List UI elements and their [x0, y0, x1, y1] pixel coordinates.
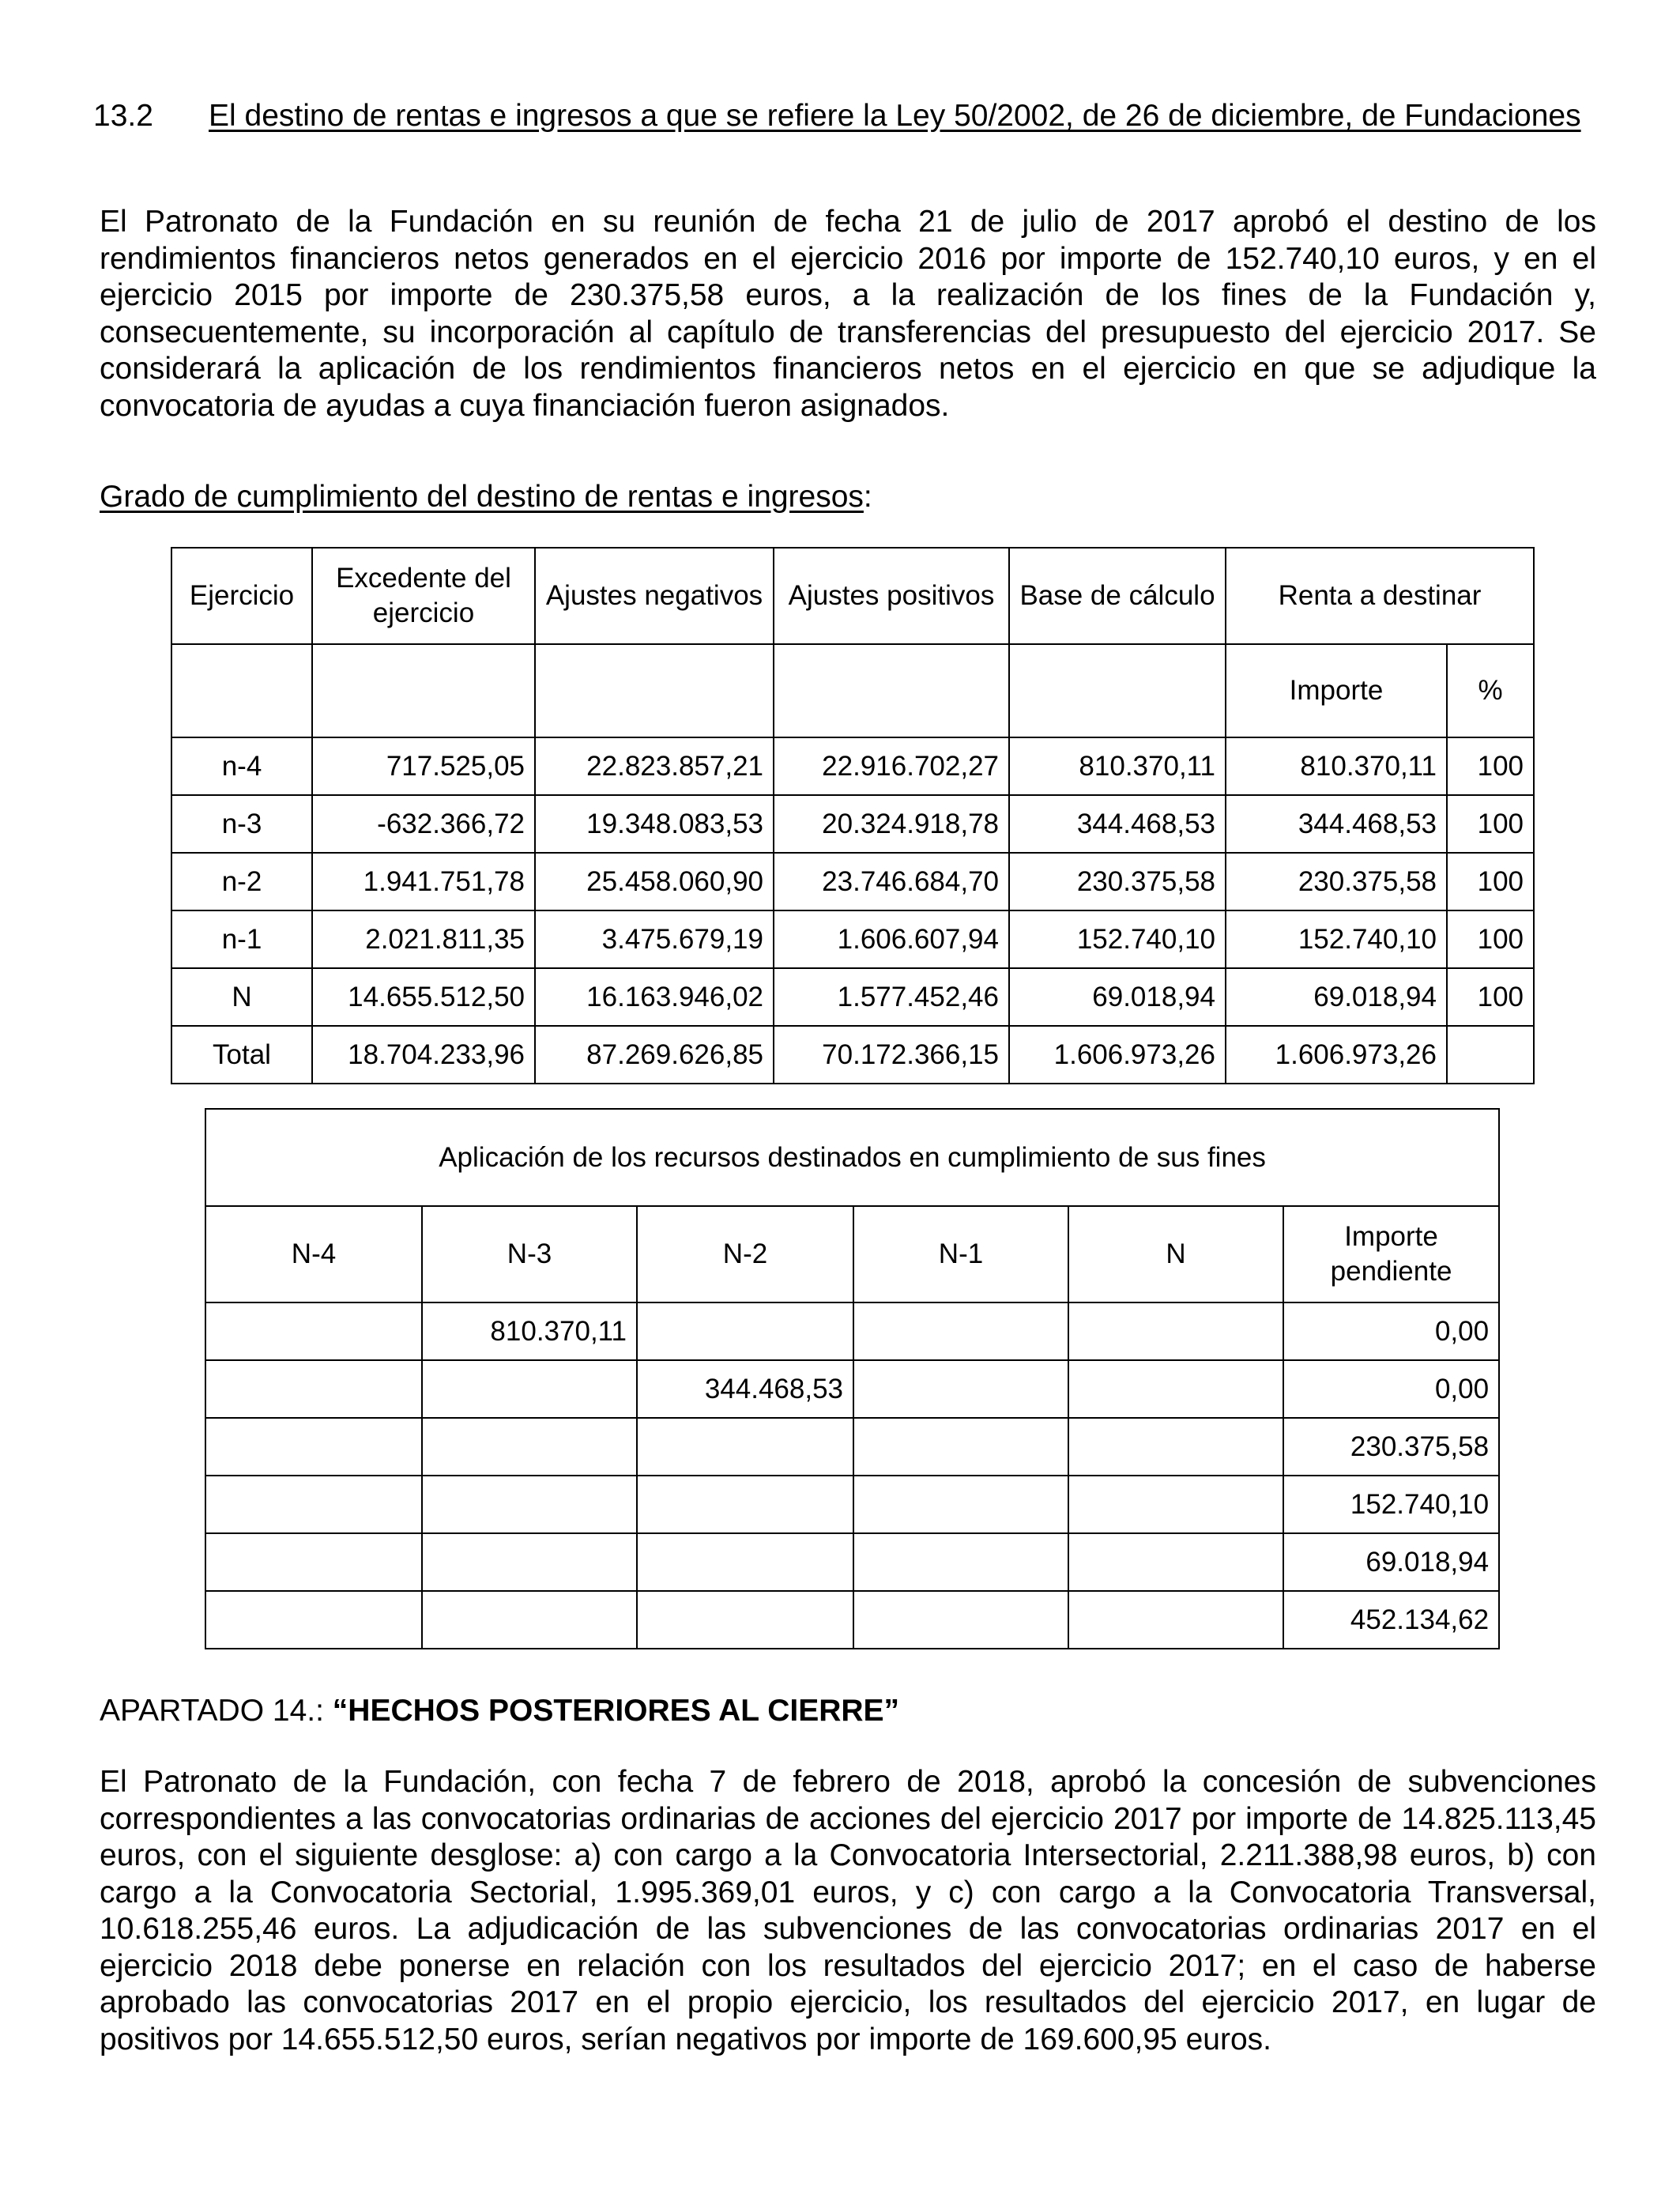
table-cell: 100 — [1447, 968, 1534, 1026]
table-cell: 0,00 — [1283, 1360, 1499, 1418]
table-cell: 152.740,10 — [1009, 910, 1226, 968]
table-cell — [637, 1591, 853, 1649]
table-cell — [422, 1591, 637, 1649]
table-cell: 810.370,11 — [1226, 737, 1447, 795]
apartado-label: APARTADO 14.: — [100, 1694, 333, 1728]
table-cell — [422, 1418, 637, 1476]
paragraph-patronato-2017: El Patronato de la Fundación en su reunión de fecha 21 de julio de 2017 aprobó el destino de los rendimientos financieros netos generados en el ejercicio 2016 por importe de 152.740,10 euros, y en el ejercicio 2015 por importe de 230.375,58 euros, a la realización de los fines de la Fundación y, consecuentemente, su incorporación al capítulo de transferencias del presupuesto del ejercicio 2017. Se considerará la aplicación de los rendimientos financieros netos en el ejercicio en que se adjudique la convocatoria de ayudas a cuya financiación fueron asignados. — [100, 205, 1596, 423]
table-cell — [1068, 1591, 1283, 1649]
table-cell: n-4 — [171, 737, 312, 795]
table-cell: 1.941.751,78 — [312, 853, 535, 910]
table-row — [205, 1418, 1499, 1476]
grado-colon: : — [863, 480, 872, 514]
table-cell: 100 — [1447, 910, 1534, 968]
header-base-calculo: Base de cálculo — [1009, 548, 1226, 644]
grado-label: Grado de cumplimiento del destino de rentas e ingresos — [100, 480, 864, 514]
header-n: N — [1068, 1206, 1283, 1302]
table-cell: 2.021.811,35 — [312, 910, 535, 968]
table-cell — [1068, 1418, 1283, 1476]
table-cell — [1068, 1360, 1283, 1418]
table-cell: 344.468,53 — [1226, 795, 1447, 853]
table-cell — [637, 1533, 853, 1591]
apartado-14-heading — [100, 1693, 899, 1729]
header-n-1: N-1 — [853, 1206, 1068, 1302]
table-cell: 152.740,10 — [1226, 910, 1447, 968]
subheader-empty — [535, 644, 774, 737]
subheader-empty — [1009, 644, 1226, 737]
table-cell: 69.018,94 — [1283, 1533, 1499, 1591]
table-row — [205, 1591, 1499, 1649]
table-cell: 230.375,58 — [1283, 1418, 1499, 1476]
table-cell: 344.468,53 — [1009, 795, 1226, 853]
table-cell: 230.375,58 — [1226, 853, 1447, 910]
table-cell: 87.269.626,85 — [535, 1026, 774, 1084]
grado-heading — [100, 479, 872, 515]
header-ajustes-negativos: Ajustes negativos — [535, 548, 774, 644]
table-cell — [853, 1360, 1068, 1418]
table-cell: 22.823.857,21 — [535, 737, 774, 795]
subheader-empty — [312, 644, 535, 737]
table-cell: 810.370,11 — [422, 1302, 637, 1360]
table-cell: -632.366,72 — [312, 795, 535, 853]
table-cell: 25.458.060,90 — [535, 853, 774, 910]
table-cell: 20.324.918,78 — [774, 795, 1009, 853]
subheader-importe: Importe — [1226, 644, 1447, 737]
table-cell — [637, 1418, 853, 1476]
header-importe-pendiente: Importe pendiente — [1283, 1206, 1499, 1302]
table-cell — [853, 1476, 1068, 1533]
table-cell: 152.740,10 — [1283, 1476, 1499, 1533]
table-cell: 70.172.366,15 — [774, 1026, 1009, 1084]
table-cell: 69.018,94 — [1009, 968, 1226, 1026]
table-row — [171, 853, 1534, 910]
subheader-empty — [171, 644, 312, 737]
table-cell — [205, 1591, 422, 1649]
table-cell: n-1 — [171, 910, 312, 968]
table-cell: 1.606.973,26 — [1009, 1026, 1226, 1084]
table-cell — [205, 1533, 422, 1591]
table-row — [205, 1302, 1499, 1360]
table-cell — [1068, 1533, 1283, 1591]
table-cell — [637, 1302, 853, 1360]
table-row — [171, 1026, 1534, 1084]
table-cell: 100 — [1447, 853, 1534, 910]
table-cell — [853, 1533, 1068, 1591]
aplicacion-caption-row — [205, 1109, 1499, 1206]
table-cell: 717.525,05 — [312, 737, 535, 795]
table-row — [171, 737, 1534, 795]
table-cell — [205, 1418, 422, 1476]
table-cell: 3.475.679,19 — [535, 910, 774, 968]
header-ajustes-positivos: Ajustes positivos — [774, 548, 1009, 644]
table-cell: 16.163.946,02 — [535, 968, 774, 1026]
table-cell: 230.375,58 — [1009, 853, 1226, 910]
table-cell: 23.746.684,70 — [774, 853, 1009, 910]
table-cell: 100 — [1447, 795, 1534, 853]
table-cell — [205, 1476, 422, 1533]
table-row — [171, 968, 1534, 1026]
header-excedente: Excedente del ejercicio — [312, 548, 535, 644]
header-renta-destinar: Renta a destinar — [1226, 548, 1534, 644]
table-cell — [422, 1533, 637, 1591]
table-cell — [853, 1591, 1068, 1649]
table-cell: 810.370,11 — [1009, 737, 1226, 795]
table-cell: 69.018,94 — [1226, 968, 1447, 1026]
table-cell — [637, 1476, 853, 1533]
rentas-subheader-row — [171, 644, 1534, 737]
table-cell — [1068, 1302, 1283, 1360]
table-row — [171, 910, 1534, 968]
table-cell: n-3 — [171, 795, 312, 853]
header-ejercicio: Ejercicio — [171, 548, 312, 644]
table-row — [171, 795, 1534, 853]
apartado-title: “HECHOS POSTERIORES AL CIERRE” — [332, 1694, 900, 1728]
table-cell: 1.606.607,94 — [774, 910, 1009, 968]
table-cell — [853, 1418, 1068, 1476]
table-cell — [1068, 1476, 1283, 1533]
aplicacion-caption: Aplicación de los recursos destinados en cumplimiento de sus fines — [205, 1109, 1499, 1206]
table-cell: 344.468,53 — [637, 1360, 853, 1418]
subheader-empty — [774, 644, 1009, 737]
table-cell: 452.134,62 — [1283, 1591, 1499, 1649]
rentas-header-row — [171, 548, 1534, 644]
aplicacion-table — [205, 1108, 1500, 1649]
table-cell: 22.916.702,27 — [774, 737, 1009, 795]
table-cell: 0,00 — [1283, 1302, 1499, 1360]
table-row — [205, 1360, 1499, 1418]
header-n-3: N-3 — [422, 1206, 637, 1302]
table-cell — [422, 1476, 637, 1533]
header-n-2: N-2 — [637, 1206, 853, 1302]
table-cell: N — [171, 968, 312, 1026]
table-cell — [205, 1302, 422, 1360]
aplicacion-header-row — [205, 1206, 1499, 1302]
section-title: El destino de rentas e ingresos a que se refiere la Ley 50/2002, de 26 de diciembre, de Fundaciones — [209, 99, 1581, 133]
table-cell: 18.704.233,96 — [312, 1026, 535, 1084]
table-cell: 100 — [1447, 737, 1534, 795]
table-row — [205, 1476, 1499, 1533]
table-cell — [422, 1360, 637, 1418]
section-number: 13.2 — [93, 99, 153, 133]
table-cell: 1.577.452,46 — [774, 968, 1009, 1026]
table-cell — [205, 1360, 422, 1418]
table-cell: Total — [171, 1026, 312, 1084]
subheader-percent: % — [1447, 644, 1534, 737]
table-cell: 19.348.083,53 — [535, 795, 774, 853]
rentas-table — [171, 547, 1535, 1084]
table-cell — [853, 1302, 1068, 1360]
table-cell: 1.606.973,26 — [1226, 1026, 1447, 1084]
paragraph-hechos-posteriores: El Patronato de la Fundación, con fecha 7 de febrero de 2018, aprobó la concesión de subvenciones correspondientes a las convocatorias ordinarias de acciones del ejercicio 2017 por importe de 14.825.113,45 euros, con el siguiente desglose: a) con cargo a la Convocatoria Intersectorial, 2.211.388,98 euros, b) con cargo a la Convocatoria Sectorial, 1.995.369,01 euros, y c) con cargo a la Convocatoria Transversal, 10.618.255,46 euros. La adjudicación de las subvenciones de las convocatorias ordinarias 2017 en el ejercicio 2018 debe ponerse en relación con los resultados del ejercicio 2017; en el caso de haberse aprobado las convocatorias 2017 en el propio ejercicio, los resultados del ejercicio 2017, en lugar de positivos por 14.655.512,50 euros, serían negativos por importe de 169.600,95 euros. — [100, 1765, 1596, 2056]
header-n-4: N-4 — [205, 1206, 422, 1302]
table-row — [205, 1533, 1499, 1591]
table-cell — [1447, 1026, 1534, 1084]
table-cell: n-2 — [171, 853, 312, 910]
table-cell: 14.655.512,50 — [312, 968, 535, 1026]
